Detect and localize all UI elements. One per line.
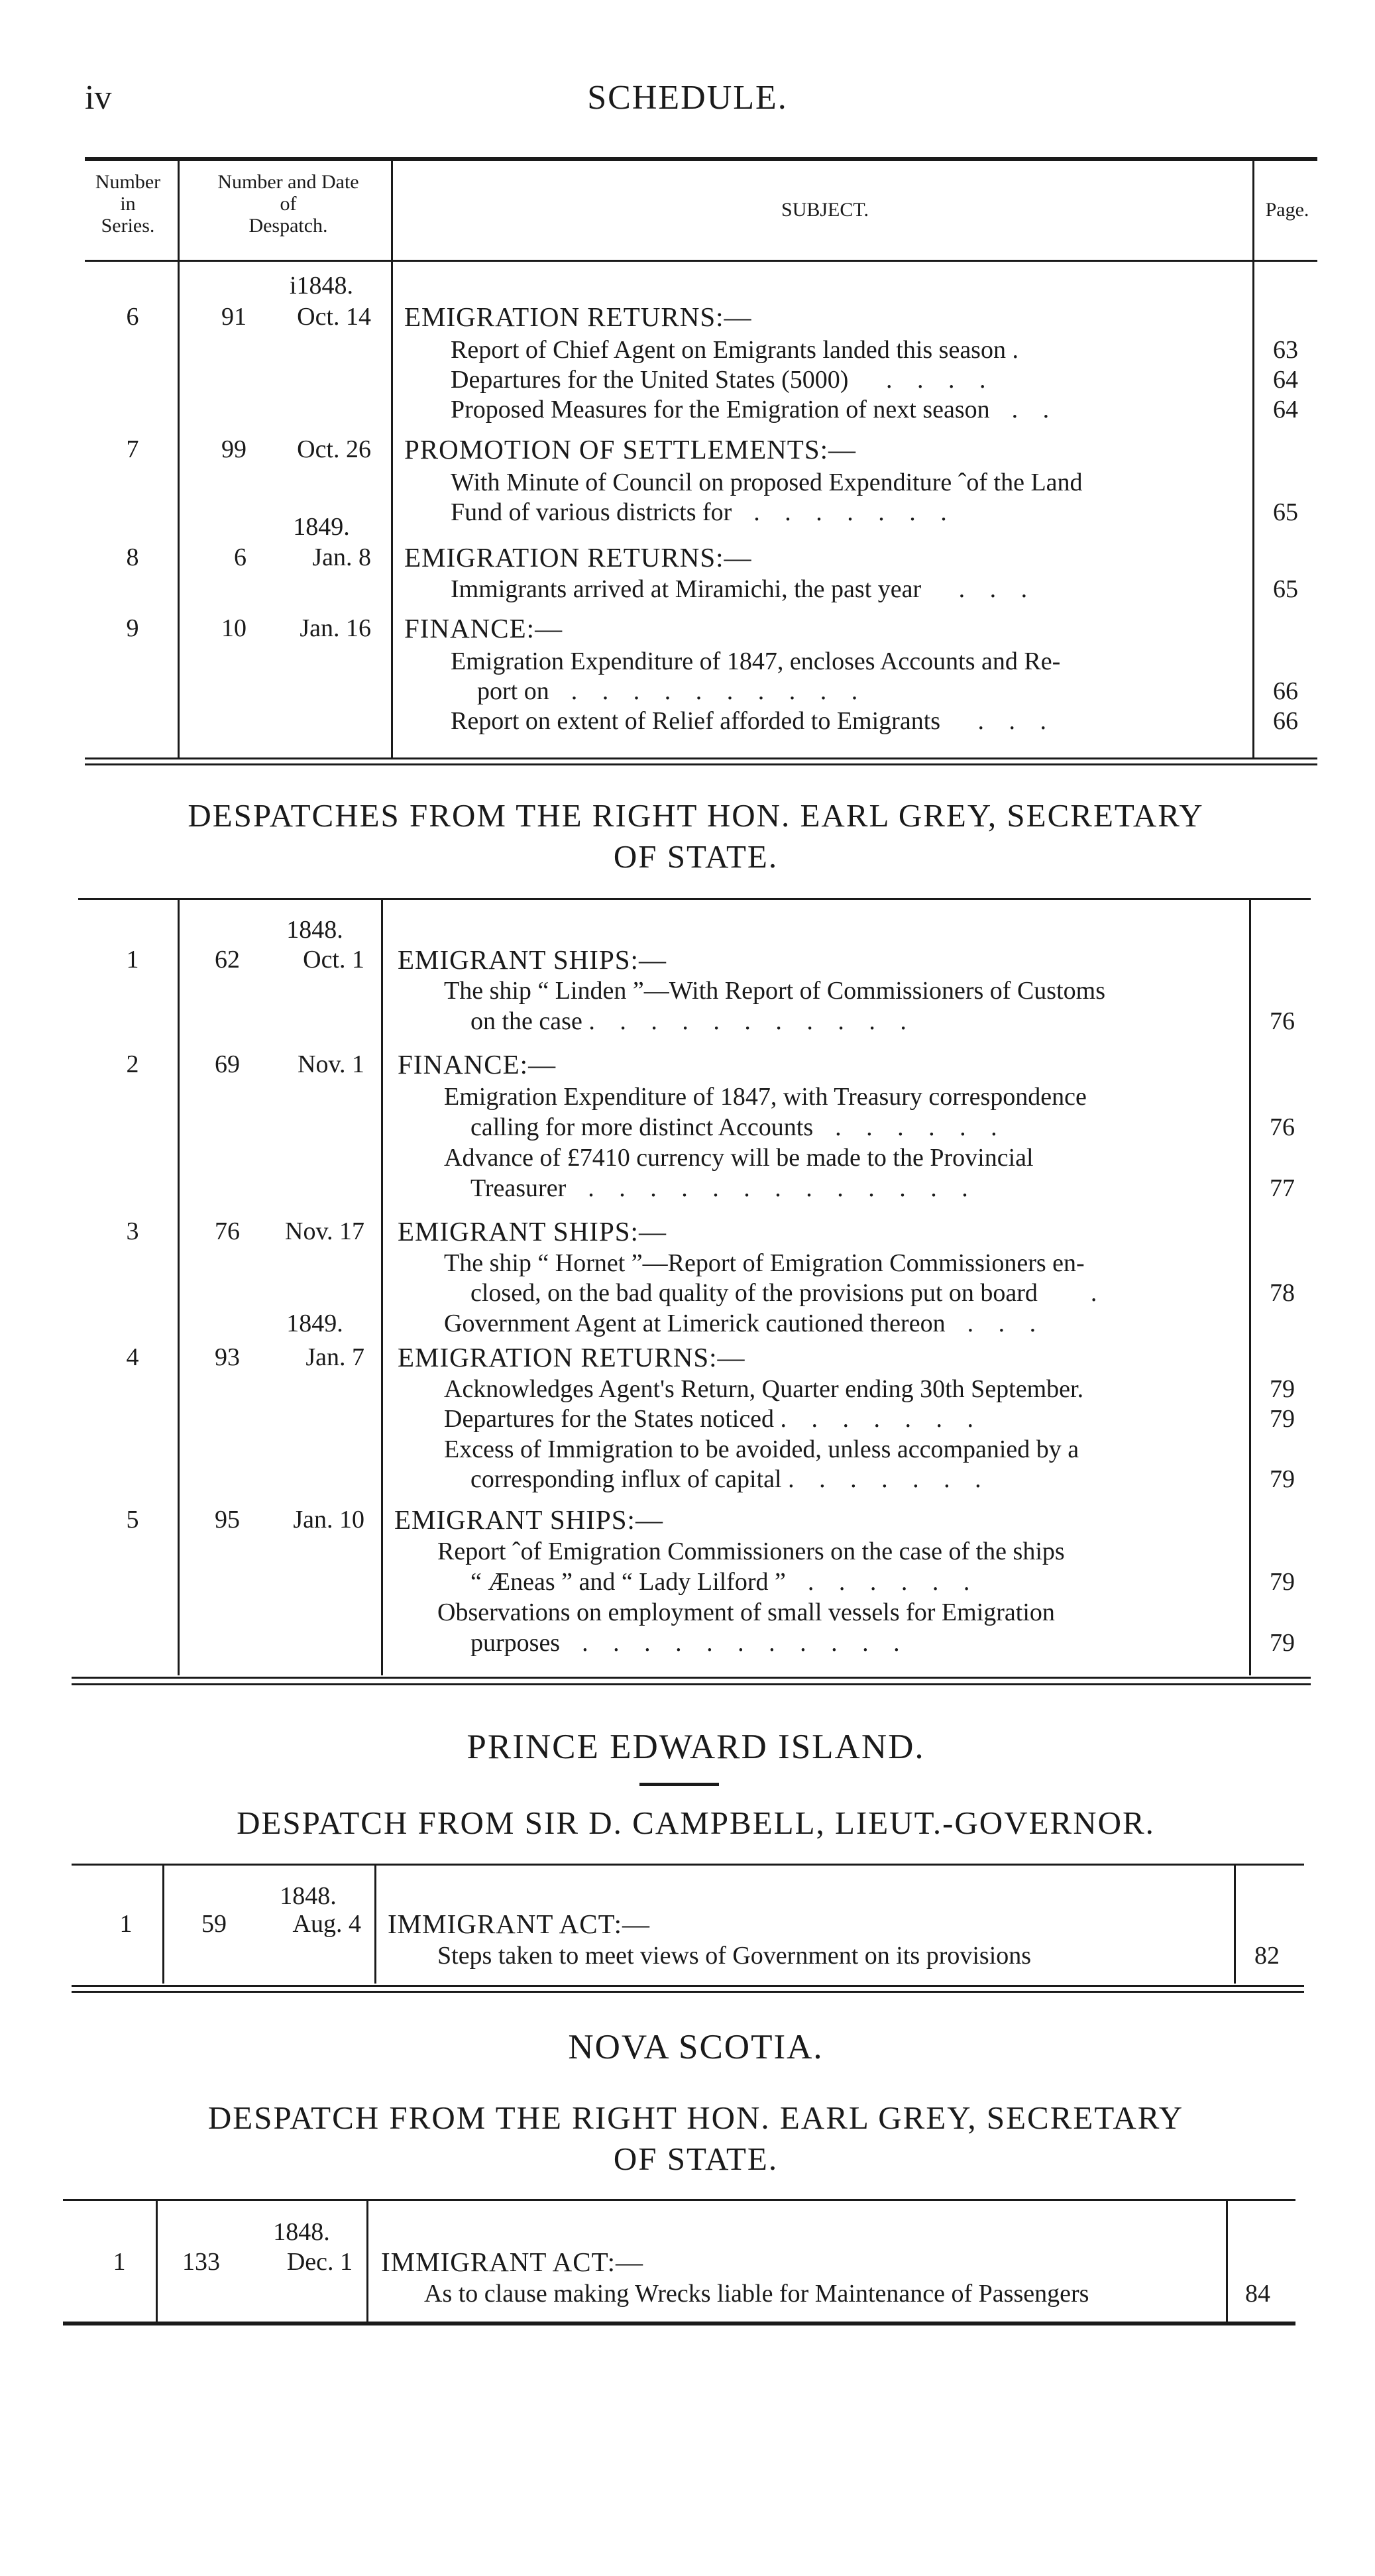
subject-heading: EMIGRANT SHIPS:— bbox=[398, 944, 667, 975]
table-bottom-rule bbox=[72, 1677, 1311, 1679]
despatch-number: 6 bbox=[234, 543, 247, 571]
subject-line: With Minute of Council on proposed Expenditure ˆof the Land bbox=[451, 469, 1083, 496]
subject-line: The ship “ Linden ”—With Report of Commissioners of Customs bbox=[444, 977, 1105, 1005]
page-ref: 79 bbox=[1270, 1568, 1295, 1596]
subject-line: Proposed Measures for the Emigration of next season . . bbox=[451, 396, 1059, 423]
series-number: 7 bbox=[126, 435, 139, 463]
subject-line: Departures for the States noticed . . . . . . . bbox=[444, 1405, 983, 1433]
table-bottom-rule bbox=[72, 1683, 1311, 1685]
despatch-date: Oct. 26 bbox=[297, 435, 371, 463]
subject-heading: EMIGRATION RETURNS:— bbox=[404, 302, 752, 332]
despatch-date: Dec. 1 bbox=[286, 2248, 353, 2276]
table-top-rule bbox=[78, 898, 1311, 900]
year-label: 1848. bbox=[286, 916, 343, 944]
despatch-number: 69 bbox=[215, 1050, 240, 1078]
subject-line: purposes . . . . . . . . . . . bbox=[470, 1629, 909, 1657]
subject-line: Steps taken to meet views of Government on its provisions bbox=[437, 1942, 1032, 1970]
page-ref: 63 bbox=[1273, 336, 1298, 364]
header-page: Page. bbox=[1265, 199, 1309, 221]
subject-line: calling for more distinct Accounts . . . . . . bbox=[470, 1113, 1007, 1141]
subject-line: Treasurer . . . . . . . . . . . . . bbox=[470, 1174, 977, 1202]
page-ref: 76 bbox=[1270, 1007, 1295, 1035]
subject-line: Emigration Expenditure of 1847, with Treasury correspondence bbox=[444, 1083, 1087, 1111]
subject-line: Government Agent at Limerick cautioned thereon . . . bbox=[444, 1310, 1046, 1337]
header-subject: SUBJECT. bbox=[781, 199, 869, 221]
subject-line: Immigrants arrived at Miramichi, the past year . . . bbox=[451, 575, 1037, 603]
despatch-date: Jan. 10 bbox=[293, 1506, 364, 1534]
subject-line: “ Æneas ” and “ Lady Lilford ” . . . . . . bbox=[470, 1568, 979, 1596]
year-label: 1848. bbox=[280, 1882, 337, 1910]
subject-line: Observations on employment of small vessels for Emigration bbox=[437, 1598, 1055, 1626]
page-ref: 79 bbox=[1270, 1375, 1295, 1403]
page-ref: 64 bbox=[1273, 366, 1298, 394]
subject-line: Excess of Immigration to be avoided, unless accompanied by a bbox=[444, 1435, 1079, 1463]
page-ref: 65 bbox=[1273, 498, 1298, 526]
year-label: 1848. bbox=[273, 2218, 330, 2246]
year-label: i1848. bbox=[289, 272, 354, 300]
header-series: Number in Series. bbox=[95, 171, 161, 237]
despatch-number: 91 bbox=[221, 303, 247, 331]
page-ref: 76 bbox=[1270, 1113, 1295, 1141]
section-title: PRINCE EDWARD ISLAND. bbox=[467, 1728, 925, 1766]
page-ref: 79 bbox=[1270, 1465, 1295, 1493]
subject-line: The ship “ Hornet ”—Report of Emigration Commissioners en- bbox=[444, 1249, 1085, 1277]
subject-line: Emigration Expenditure of 1847, encloses Accounts and Re- bbox=[451, 647, 1061, 675]
page-ref: 77 bbox=[1270, 1174, 1295, 1202]
col-rule bbox=[178, 161, 180, 757]
page-ref: 64 bbox=[1273, 396, 1298, 423]
series-number: 5 bbox=[126, 1506, 139, 1534]
section-title: DESPATCHES FROM THE RIGHT HON. EARL GREY, SECRETARY OF STATE. bbox=[188, 797, 1204, 875]
subject-heading: EMIGRATION RETURNS:— bbox=[404, 542, 752, 573]
subject-heading: PROMOTION OF SETTLEMENTS:— bbox=[404, 434, 857, 465]
page-ref: 78 bbox=[1270, 1279, 1295, 1307]
subject-line: Fund of various districts for . . . . . . . bbox=[451, 498, 956, 526]
col-rule bbox=[1234, 1866, 1236, 1984]
subject-heading: EMIGRATION RETURNS:— bbox=[398, 1342, 745, 1372]
despatch-number: 62 bbox=[215, 946, 240, 974]
year-label: 1849. bbox=[286, 1310, 343, 1337]
series-number: 4 bbox=[126, 1343, 139, 1371]
series-number: 1 bbox=[113, 2248, 126, 2276]
col-rule bbox=[1226, 2201, 1228, 2322]
col-rule bbox=[374, 1866, 376, 1984]
subject-heading: FINANCE:— bbox=[404, 613, 563, 644]
page-ref: 79 bbox=[1270, 1629, 1295, 1657]
despatch-number: 95 bbox=[215, 1506, 240, 1534]
section-subtitle: DESPATCH FROM THE RIGHT HON. EARL GREY, SECRETARY OF STATE. bbox=[207, 2100, 1184, 2177]
header-despatch: Number and Date of Despatch. bbox=[217, 171, 359, 237]
subject-line: Advance of £7410 currency will be made to the Provincial bbox=[444, 1144, 1034, 1172]
subject-line: Departures for the United States (5000) . . . . bbox=[451, 366, 995, 394]
subject-heading: IMMIGRANT ACT:— bbox=[388, 1909, 651, 1939]
page-ref: 66 bbox=[1273, 707, 1298, 735]
despatch-date: Oct. 14 bbox=[297, 303, 371, 331]
subject-line: Report ˆof Emigration Commissioners on the case of the ships bbox=[437, 1538, 1065, 1565]
despatch-number: 10 bbox=[221, 614, 247, 642]
subject-line: port on . . . . . . . . . . bbox=[477, 677, 867, 705]
table-bottom-rule bbox=[85, 763, 1317, 765]
section-subtitle: DESPATCH FROM SIR D. CAMPBELL, LIEUT.-GOVERNOR. bbox=[237, 1805, 1155, 1841]
subject-line: on the case . . . . . . . . . . . bbox=[470, 1007, 916, 1035]
col-rule bbox=[1252, 161, 1254, 757]
despatch-date: Oct. 1 bbox=[303, 946, 364, 974]
series-number: 6 bbox=[126, 303, 139, 331]
page-ref: 79 bbox=[1270, 1405, 1295, 1433]
page-ref: 84 bbox=[1245, 2280, 1270, 2308]
despatch-date: Jan. 16 bbox=[300, 614, 371, 642]
series-number: 1 bbox=[126, 946, 139, 974]
title-divider bbox=[639, 1783, 719, 1786]
series-number: 3 bbox=[126, 1217, 139, 1245]
series-number: 2 bbox=[126, 1050, 139, 1078]
table-bottom-rule bbox=[63, 2322, 1295, 2325]
series-number: 1 bbox=[119, 1910, 133, 1938]
despatch-date: Nov. 1 bbox=[298, 1050, 364, 1078]
despatch-number: 93 bbox=[215, 1343, 240, 1371]
despatch-date: Nov. 17 bbox=[285, 1217, 364, 1245]
subject-heading: IMMIGRANT ACT:— bbox=[381, 2247, 644, 2277]
col-rule bbox=[366, 2201, 368, 2322]
subject-line: Report on extent of Relief afforded to Emigrants . . . bbox=[451, 707, 1056, 735]
subject-heading: EMIGRANT SHIPS:— bbox=[394, 1504, 663, 1535]
subject-line: As to clause making Wrecks liable for Maintenance of Passengers bbox=[424, 2280, 1089, 2308]
col-rule bbox=[162, 1866, 164, 1984]
subject-line: corresponding influx of capital . . . . . . . bbox=[470, 1465, 991, 1493]
subject-line: Report of Chief Agent on Emigrants landed this season . bbox=[451, 336, 1028, 364]
page-ref: 66 bbox=[1273, 677, 1298, 705]
header-rule bbox=[85, 260, 1317, 262]
despatch-number: 76 bbox=[215, 1217, 240, 1245]
despatch-date: Jan. 8 bbox=[312, 543, 371, 571]
table-top-rule bbox=[63, 2199, 1295, 2201]
year-label: 1849. bbox=[293, 513, 350, 541]
col-rule bbox=[156, 2201, 158, 2322]
despatch-number: 133 bbox=[182, 2248, 220, 2276]
page-ref: 65 bbox=[1273, 575, 1298, 603]
table-bottom-rule bbox=[72, 1985, 1304, 1987]
despatch-date: Jan. 7 bbox=[305, 1343, 364, 1371]
col-rule bbox=[381, 900, 383, 1675]
section-title: NOVA SCOTIA. bbox=[568, 2028, 824, 2066]
subject-heading: EMIGRANT SHIPS:— bbox=[398, 1216, 667, 1247]
series-number: 8 bbox=[126, 543, 139, 571]
page-ref: 82 bbox=[1254, 1942, 1280, 1970]
subject-line: Acknowledges Agent's Return, Quarter ending 30th September. bbox=[444, 1375, 1084, 1403]
despatch-number: 99 bbox=[221, 435, 247, 463]
table-bottom-rule bbox=[72, 1991, 1304, 1993]
running-head: SCHEDULE. bbox=[587, 79, 788, 117]
despatch-number: 59 bbox=[201, 1910, 227, 1938]
table-top-rule bbox=[85, 157, 1317, 161]
table-top-rule bbox=[72, 1864, 1304, 1866]
page-number: iv bbox=[85, 79, 112, 117]
despatch-date: Aug. 4 bbox=[292, 1910, 361, 1938]
series-number: 9 bbox=[126, 614, 139, 642]
subject-heading: FINANCE:— bbox=[398, 1049, 557, 1080]
col-rule bbox=[178, 900, 180, 1675]
table-bottom-rule bbox=[85, 757, 1317, 759]
col-rule bbox=[1249, 900, 1251, 1675]
subject-line: closed, on the bad quality of the provisions put on board . bbox=[470, 1279, 1107, 1307]
col-rule bbox=[391, 161, 393, 757]
